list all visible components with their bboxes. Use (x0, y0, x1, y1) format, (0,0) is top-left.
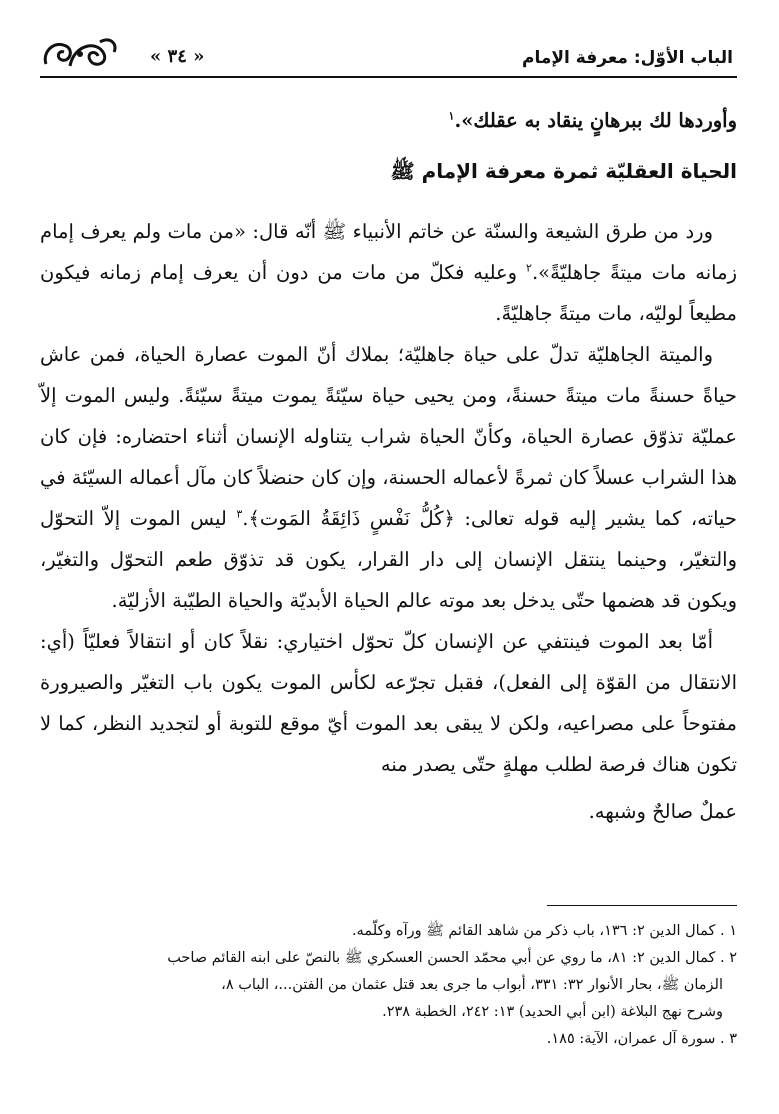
section-heading: الحياة العقليّة ثمرة معرفة الإمام ﷺ (390, 159, 737, 183)
paragraph-0: وأوردها لك ببرهانٍ ينقاد به عقلك».$^١$ (448, 109, 737, 132)
footnote-3: ٣ . سورة آل عمران، الآية: ١٨٥. (546, 1031, 737, 1047)
footnotes (40, 918, 737, 1053)
footnote-ref-1: ١ (448, 109, 455, 123)
footnote-ref-2: ٢ (526, 261, 532, 275)
paragraph-3-end: عملٌ صالحٌ وشبهه. (588, 800, 737, 823)
footnote-rule (547, 905, 737, 906)
paragraph-1: ورد من طرق الشيعة والسنّة عن خاتم الأنبياء ﷺ أنّه قال: «من مات ولم يعرف إمام زمانه مات ميتةً جاهليّةً».$^٢$ وعليه فكلّ من مات من دون أن يعرف إمام زمانه فيكون مطيعاً لوليّه، مات ميتةً جاهليّةً. (40, 220, 737, 325)
running-title: الباب الأوّل: معرفة الإمام (522, 48, 733, 68)
footnote-2-cont-2: وشرح نهج البلاغة (ابن أبي الحديد) ١٣: ٢٤٢، الخطبة ٢٣٨. (382, 1004, 723, 1020)
footnote-1: ١ . كمال الدين ٢: ١٣٦، باب ذكر من شاهد القائم ﷺ ورآه وكلّمه. (351, 923, 737, 939)
paragraph-2: والميتة الجاهليّة تدلّ على حياة جاهليّة؛ بملاك أنّ الموت عصارة الحياة، فمن عاش حياةً حسنةً مات ميتةً حسنةً، ومن يحيى حياة سيّئةً يموت ميتةً سيّئةً. وليس الموت إلاّ عمليّة تذوّق عصارة الحياة، وكأنّ الحياة شراب يتناوله الإنسان أثناء احتضاره: فإن كان هذا الشراب عسلاً كان ثمرةً لأعماله الحسنة، وإن كان حنضلاً كان مآل أعماله السيّئة في حياته، كما يشير إليه قوله تعالى: ﴿كُلُّ نَفْسٍ ذَائِقَةُ المَوت﴾.$^٣$ ليس الموت إلاّ التحوّل والتغيّر، وحينما ينتقل الإنسان إلى دار القرار، يكون قد تذوّق طعم التحوّل والتغيّر، ويكون قد هضمها حتّى يدخل بعد موته عالم الحياة الأبديّة والحياة الطيّبة الأزليّة. (40, 343, 737, 612)
paragraph-3: أمّا بعد الموت فينتفي عن الإنسان كلّ تحوّل اختياري: نقلاً كان أو انتقالاً فعليّاً (أي: الانتقال من القوّة إلى الفعل)، فقبل تجرّعه لكأس الموت يكون باب التغيّر والصيرورة مفتوحاً على مصراعيه، ولكن لا يبقى بعد الموت أيّ موقع للتوبة أو لتجديد النظر، كما لا تكون هناك فرصة لطلب مهلةٍ حتّى يصدر منه (40, 630, 737, 776)
footnote-ref-3: ٣ (236, 507, 243, 521)
ornament-icon (40, 34, 120, 74)
page-header (40, 34, 737, 78)
footnote-2-cont: الزمان ﷺ، بحار الأنوار ٣٢: ٣٣١، أبواب ما جرى بعد قتل عثمان من الفتن...، الباب ٨، (221, 977, 723, 993)
page-number: « ٣٤ » (150, 46, 205, 67)
footnote-2: ٢ . كمال الدين ٢: ٨١، ما روي عن أبي محمّد الحسن العسكري ﷺ بالنصّ على ابنه القائم صاحب (167, 950, 737, 966)
body-text (40, 100, 737, 832)
header-rule (40, 76, 737, 78)
